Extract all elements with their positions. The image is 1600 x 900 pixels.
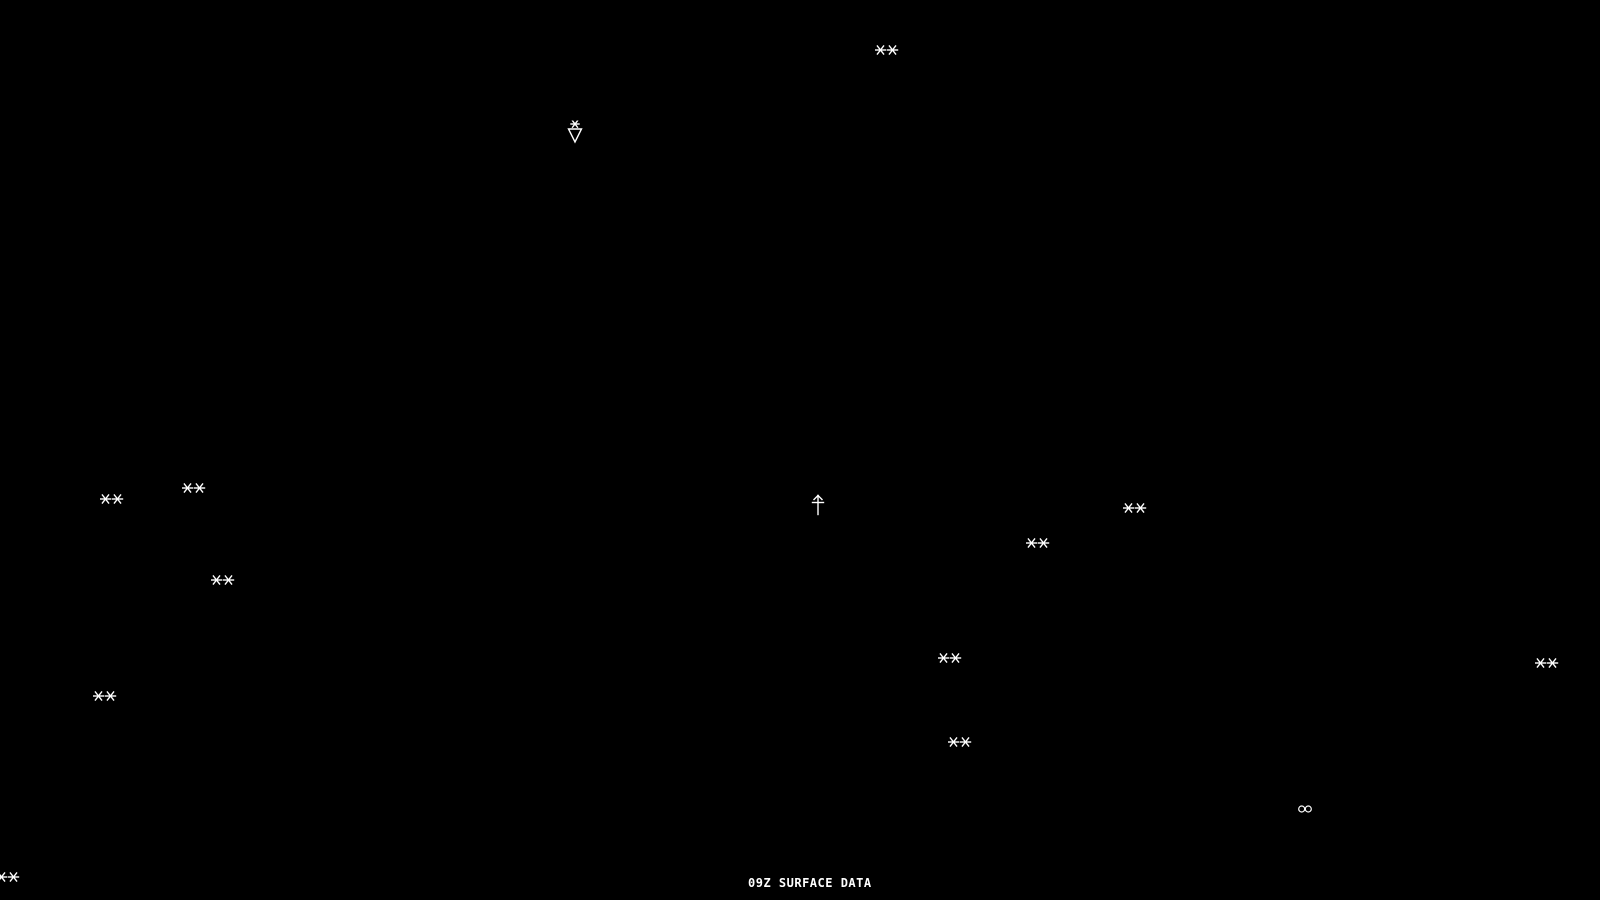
snow-moderate-icon [1535, 658, 1559, 669]
snow-moderate-icon [938, 653, 962, 664]
snow-moderate-icon [1026, 538, 1050, 549]
snow-moderate-icon [100, 494, 124, 505]
map-caption: 09Z SURFACE DATA [748, 876, 872, 890]
haze-icon [1298, 805, 1313, 814]
snow-moderate-icon [948, 737, 972, 748]
snow-moderate-icon [93, 691, 117, 702]
snow-moderate-icon [0, 872, 20, 883]
snow-moderate-icon [211, 575, 235, 586]
snow-moderate-icon [875, 45, 899, 56]
snow-shower-icon [567, 121, 583, 144]
snow-moderate-icon [182, 483, 206, 494]
snow-moderate-icon [1123, 503, 1147, 514]
blowing-snow-icon [811, 494, 825, 517]
